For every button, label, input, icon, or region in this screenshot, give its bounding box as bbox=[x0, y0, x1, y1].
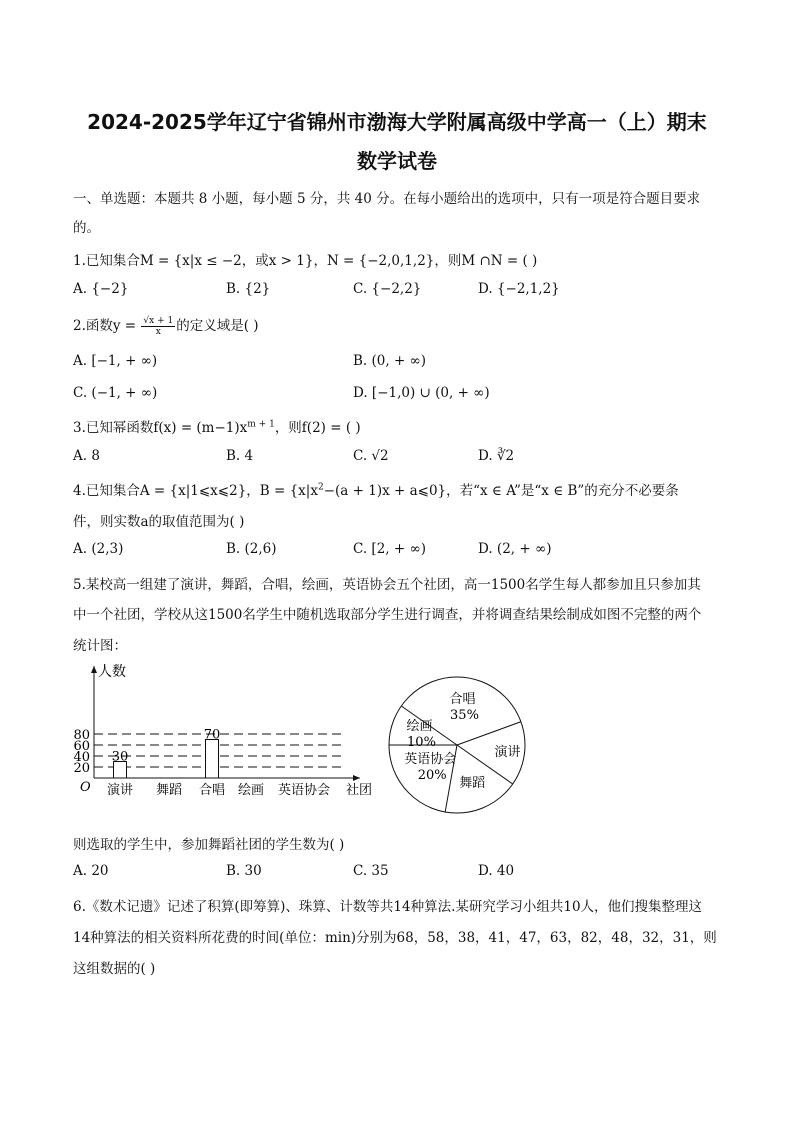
q3-option-c: C. √2 bbox=[353, 448, 389, 464]
q5-stem-cont2: 统计图： bbox=[73, 638, 127, 654]
q1-stem: 1.已知集合M = {x|x ≤ −2，或x > 1}，N = {−2,0,1,2}，则M ∩N = ( ) bbox=[73, 253, 538, 269]
bar-chart bbox=[66, 660, 386, 810]
q5-option-d: D. 40 bbox=[478, 863, 515, 879]
x-tick-label: 绘画 bbox=[237, 783, 265, 798]
q1-option-a: A. {−2} bbox=[73, 281, 129, 297]
bar-data-label: 30 bbox=[111, 749, 129, 765]
q2-option-d: D. [−1,0) ∪ (0, + ∞) bbox=[353, 385, 490, 401]
x-axis-arrow bbox=[353, 775, 360, 781]
q4-option-c: C. [2, + ∞) bbox=[353, 541, 426, 557]
q2-stem-post: 的定义域是( ) bbox=[176, 318, 259, 334]
q3-option-b: B. 4 bbox=[226, 448, 254, 464]
q2-stem bbox=[73, 314, 259, 337]
q5-stem: 5.某校高一组建了演讲，舞蹈，合唱，绘画，英语协会五个社团，高一1500名学生每人都参加且只参加其 bbox=[73, 577, 701, 593]
q6-stem: 6.《数术记遗》记述了积算(即筹算)、珠算、计数等共14种算法.某研究学习小组共10人，他们搜集整理这 bbox=[73, 899, 703, 915]
q4-option-d: D. (2, + ∞) bbox=[478, 541, 552, 557]
bar bbox=[206, 740, 219, 779]
pie-slice-label: 英语协会 bbox=[404, 751, 457, 767]
q3-option-a: A. 8 bbox=[73, 448, 100, 464]
pie-slice-label: 舞蹈 bbox=[459, 775, 486, 791]
y-tick-label: 80 bbox=[73, 728, 90, 743]
q2-fraction bbox=[141, 316, 175, 337]
y-tick-label: 20 bbox=[73, 761, 90, 776]
q2-frac-num: √x + 1 bbox=[143, 316, 174, 326]
x-tick-label: 演讲 bbox=[106, 783, 134, 798]
x-tick-label: 英语协会 bbox=[277, 783, 331, 798]
q4-option-a: A. (2,3) bbox=[73, 541, 124, 557]
bar-data-label: 70 bbox=[203, 727, 221, 743]
q2-option-a: A. [−1, + ∞) bbox=[73, 353, 158, 369]
q6-stem-cont2: 这组数据的( ) bbox=[73, 961, 156, 977]
pie-slice-label: 合唱 bbox=[449, 691, 476, 707]
x-axis-label: 社团 bbox=[345, 783, 373, 798]
q5-option-c: C. 35 bbox=[353, 863, 389, 879]
q2-stem-pre: 2.函数y = bbox=[73, 318, 141, 334]
q3-exponent: m + 1 bbox=[247, 419, 275, 430]
q1-option-c: C. {−2,2} bbox=[353, 281, 422, 297]
q4-exponent: 2 bbox=[317, 482, 324, 493]
q1-option-b: B. {2} bbox=[226, 281, 271, 297]
q5-stem-cont1: 中一个社团，学校从这1500名学生中随机选取部分学生进行调查，并将调查结果绘制成如图不完整的两个 bbox=[73, 607, 702, 623]
y-tick-label: 60 bbox=[73, 739, 90, 754]
q4-stem-cont: 件，则实数a的取值范围为( ) bbox=[73, 514, 245, 530]
q5-question: 则选取的学生中，参加舞蹈社团的学生数为( ) bbox=[73, 837, 345, 853]
q6-stem-cont1: 14种算法的相关资料所花费的时间(单位：min)分别为68，58，38，41，47，63，82，48，32，31，则 bbox=[73, 930, 717, 946]
q2-frac-den: x bbox=[155, 327, 161, 337]
section-heading: 一、单选题：本题共 8 小题，每小题 5 分，共 40 分。在每小题给出的选项中，只有一项是符合题目要求 bbox=[73, 191, 701, 207]
q2-option-b: B. (0, + ∞) bbox=[353, 353, 427, 369]
section-heading-cont: 的。 bbox=[73, 220, 100, 236]
q5-option-b: B. 30 bbox=[226, 863, 262, 879]
q3-stem bbox=[73, 416, 361, 436]
pie-percent-label: 35% bbox=[450, 707, 479, 723]
pie-chart bbox=[384, 670, 534, 820]
x-tick-label: 舞蹈 bbox=[155, 783, 183, 798]
q3-stem-pre: 3.已知幂函数f(x) = (m−1)x bbox=[73, 420, 248, 436]
q3-option-d: D. ∛2 bbox=[478, 448, 515, 464]
pie-slice-label: 绘画 bbox=[406, 718, 433, 734]
origin-label: O bbox=[80, 780, 91, 795]
y-axis-arrow bbox=[91, 666, 97, 673]
pie-slice-label: 演讲 bbox=[494, 745, 521, 761]
x-tick-label: 合唱 bbox=[198, 783, 226, 798]
q4-option-b: B. (2,6) bbox=[226, 541, 277, 557]
q3-stem-post: ，则f(2) = ( ) bbox=[274, 420, 361, 436]
pie-percent-label: 20% bbox=[417, 767, 447, 783]
y-tick-label: 40 bbox=[73, 750, 90, 765]
page-title: 2024-2025学年辽宁省锦州市渤海大学附属高级中学高一（上）期末 bbox=[87, 110, 707, 134]
y-axis-label: 人数 bbox=[98, 664, 126, 680]
pie-percent-label: 10% bbox=[407, 734, 436, 750]
page-subtitle: 数学试卷 bbox=[357, 149, 437, 173]
q2-option-c: C. (−1, + ∞) bbox=[73, 385, 158, 401]
q1-option-d: D. {−2,1,2} bbox=[478, 281, 560, 297]
q5-option-a: A. 20 bbox=[73, 863, 109, 879]
q4-stem-pre: 4.已知集合A = {x|1⩽x⩽2}，B = {x|x bbox=[73, 483, 318, 499]
q4-stem-post: −(a + 1)x + a⩽0}，若“x ∈ A”是“x ∈ B”的充分不必要条 bbox=[323, 483, 679, 499]
q4-stem bbox=[73, 479, 679, 499]
